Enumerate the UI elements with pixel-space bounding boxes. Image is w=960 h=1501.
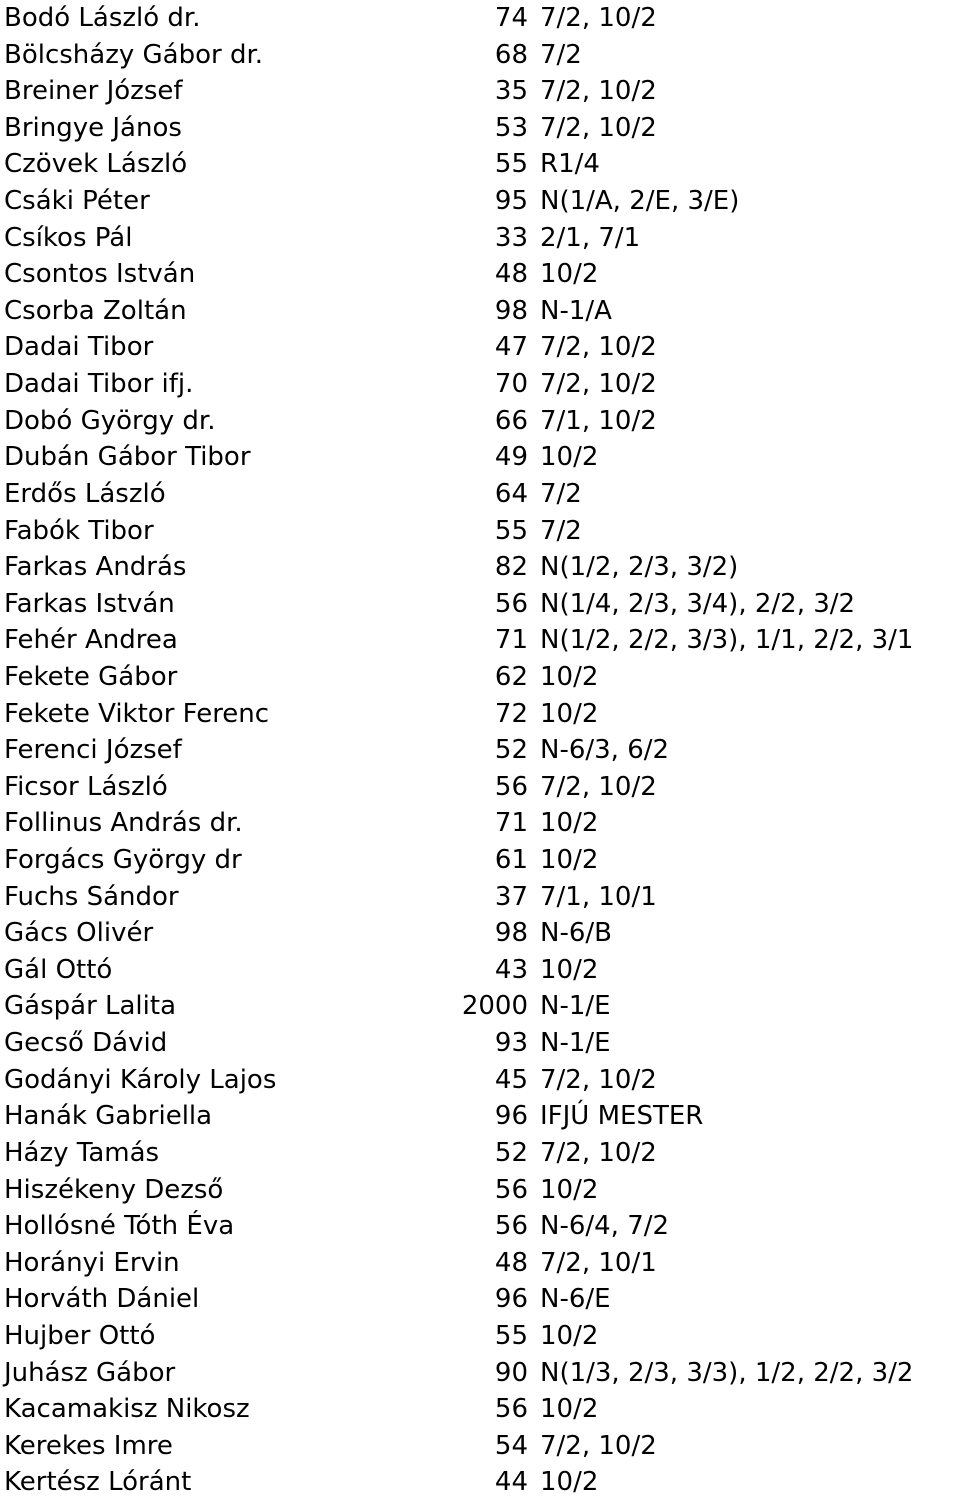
list-row <box>0 1245 960 1282</box>
list-row <box>0 1464 960 1501</box>
row-code: 7/1, 10/1 <box>540 881 657 912</box>
list-row <box>0 293 960 330</box>
row-name: Csíkos Pál <box>4 222 133 253</box>
row-name: Hujber Ottó <box>4 1320 156 1351</box>
list-row <box>0 1281 960 1318</box>
row-number: 82 <box>494 552 528 583</box>
list-row <box>0 732 960 769</box>
row-code: 7/2, 10/2 <box>540 1064 657 1095</box>
row-number: 96 <box>494 1101 528 1132</box>
row-code: 10/2 <box>540 1467 599 1498</box>
row-name: Horváth Dániel <box>4 1284 200 1315</box>
list-row <box>0 1135 960 1172</box>
list-row <box>0 183 960 220</box>
row-code: IFJÚ MESTER <box>540 1101 704 1132</box>
row-code: 10/2 <box>540 259 599 290</box>
row-number: 2000 <box>461 991 528 1022</box>
row-name: Ferenci József <box>4 735 182 766</box>
row-number: 48 <box>494 259 528 290</box>
row-number: 52 <box>494 1137 528 1168</box>
row-code: R1/4 <box>540 149 600 180</box>
row-number: 56 <box>494 588 528 619</box>
row-number: 55 <box>494 515 528 546</box>
row-number: 70 <box>494 369 528 400</box>
row-number: 93 <box>494 1028 528 1059</box>
row-number: 49 <box>494 442 528 473</box>
row-name: Dadai Tibor <box>4 332 154 363</box>
list-row <box>0 842 960 879</box>
row-code: 10/2 <box>540 442 599 473</box>
row-name: Bodó László dr. <box>4 3 201 33</box>
row-name: Dobó György dr. <box>4 405 216 436</box>
row-number: 61 <box>494 845 528 876</box>
row-number: 44 <box>494 1467 528 1498</box>
row-code: 10/2 <box>540 1394 599 1425</box>
row-code: N-1/E <box>540 1028 611 1059</box>
row-name: Gecső Dávid <box>4 1028 168 1059</box>
list-row <box>0 110 960 147</box>
row-number: 56 <box>494 1211 528 1242</box>
row-number: 55 <box>494 149 528 180</box>
list-row <box>0 915 960 952</box>
row-code: 7/2, 10/2 <box>540 1430 657 1461</box>
list-row <box>0 952 960 989</box>
row-number: 45 <box>494 1064 528 1095</box>
list-row <box>0 1062 960 1099</box>
row-code: N-6/B <box>540 918 612 949</box>
row-code: 7/2 <box>540 478 582 509</box>
list-row <box>0 622 960 659</box>
row-code: 7/2, 10/2 <box>540 3 657 33</box>
row-code: 7/2 <box>540 515 582 546</box>
row-number: 52 <box>494 735 528 766</box>
list-row <box>0 1172 960 1209</box>
row-name: Házy Tamás <box>4 1137 160 1168</box>
row-name: Bringye János <box>4 112 182 143</box>
list-row <box>0 329 960 366</box>
row-name: Forgács György dr <box>4 845 242 876</box>
row-name: Dadai Tibor ifj. <box>4 369 194 400</box>
row-number: 64 <box>494 478 528 509</box>
list-row <box>0 0 960 37</box>
row-number: 37 <box>494 881 528 912</box>
row-number: 66 <box>494 405 528 436</box>
row-code: N-1/E <box>540 991 611 1022</box>
row-code: 7/2 <box>540 39 582 70</box>
row-code: N-6/4, 7/2 <box>540 1211 670 1242</box>
row-name: Ficsor László <box>4 771 168 802</box>
row-code: 2/1, 7/1 <box>540 222 641 253</box>
row-number: 71 <box>494 808 528 839</box>
row-name: Hiszékeny Dezső <box>4 1174 224 1205</box>
list-row <box>0 1355 960 1392</box>
row-name: Kerekes Imre <box>4 1430 173 1461</box>
row-code: N(1/3, 2/3, 3/3), 1/2, 2/2, 3/2 <box>540 1357 914 1388</box>
row-name: Follinus András dr. <box>4 808 243 839</box>
row-code: 7/2, 10/1 <box>540 1247 657 1278</box>
list-row <box>0 256 960 293</box>
row-number: 98 <box>494 295 528 326</box>
list-row <box>0 549 960 586</box>
list-row <box>0 1428 960 1465</box>
row-number: 48 <box>494 1247 528 1278</box>
row-name: Csontos István <box>4 259 196 290</box>
row-code: 7/2, 10/2 <box>540 76 657 107</box>
list-row <box>0 220 960 257</box>
row-name: Kacamakisz Nikosz <box>4 1394 250 1425</box>
list-row <box>0 1098 960 1135</box>
row-code: 7/2, 10/2 <box>540 332 657 363</box>
list-row <box>0 1208 960 1245</box>
row-code: 10/2 <box>540 661 599 692</box>
row-code: 10/2 <box>540 845 599 876</box>
row-number: 56 <box>494 1394 528 1425</box>
list-row <box>0 586 960 623</box>
row-code: 10/2 <box>540 1174 599 1205</box>
list-row <box>0 1025 960 1062</box>
row-code: 7/1, 10/2 <box>540 405 657 436</box>
row-number: 35 <box>494 76 528 107</box>
row-code: 7/2, 10/2 <box>540 112 657 143</box>
list-row <box>0 769 960 806</box>
row-number: 33 <box>494 222 528 253</box>
list-row <box>0 403 960 440</box>
list-row <box>0 439 960 476</box>
row-code: 10/2 <box>540 1320 599 1351</box>
row-name: Fekete Gábor <box>4 661 178 692</box>
row-name: Fabók Tibor <box>4 515 154 546</box>
row-number: 55 <box>494 1320 528 1351</box>
row-name: Farkas András <box>4 552 187 583</box>
row-code: 7/2, 10/2 <box>540 771 657 802</box>
row-name: Juhász Gábor <box>4 1357 176 1388</box>
row-name: Csáki Péter <box>4 186 150 217</box>
row-number: 56 <box>494 1174 528 1205</box>
list-row <box>0 696 960 733</box>
row-code: 10/2 <box>540 808 599 839</box>
row-name: Csorba Zoltán <box>4 295 187 326</box>
row-number: 43 <box>494 954 528 985</box>
row-number: 98 <box>494 918 528 949</box>
row-name: Hanák Gabriella <box>4 1101 213 1132</box>
list-row <box>0 879 960 916</box>
row-name: Bölcsházy Gábor dr. <box>4 39 264 70</box>
list-row <box>0 659 960 696</box>
row-name: Fuchs Sándor <box>4 881 179 912</box>
row-name: Czövek László <box>4 149 188 180</box>
row-number: 96 <box>494 1284 528 1315</box>
row-number: 47 <box>494 332 528 363</box>
list-row <box>0 146 960 183</box>
row-code: N-6/3, 6/2 <box>540 735 670 766</box>
row-number: 74 <box>494 3 528 33</box>
row-number: 56 <box>494 771 528 802</box>
row-name: Dubán Gábor Tibor <box>4 442 251 473</box>
row-code: N-6/E <box>540 1284 611 1315</box>
row-name: Gács Olivér <box>4 918 154 949</box>
row-code: 10/2 <box>540 954 599 985</box>
list-row <box>0 513 960 550</box>
row-name: Erdős László <box>4 478 166 509</box>
row-number: 68 <box>494 39 528 70</box>
row-code: N(1/A, 2/E, 3/E) <box>540 186 740 217</box>
row-number: 53 <box>494 112 528 143</box>
list-row <box>0 805 960 842</box>
row-number: 72 <box>494 698 528 729</box>
row-number: 54 <box>494 1430 528 1461</box>
row-name: Fehér Andrea <box>4 625 178 656</box>
row-name: Breiner József <box>4 76 183 107</box>
row-code: N(1/4, 2/3, 3/4), 2/2, 3/2 <box>540 588 856 619</box>
row-code: N-1/A <box>540 295 612 326</box>
row-name: Gál Ottó <box>4 954 113 985</box>
row-name: Horányi Ervin <box>4 1247 180 1278</box>
list-row <box>0 37 960 74</box>
row-name: Hollósné Tóth Éva <box>4 1211 235 1242</box>
list-row <box>0 366 960 403</box>
row-code: 7/2, 10/2 <box>540 369 657 400</box>
list-row <box>0 988 960 1025</box>
list-row <box>0 1318 960 1355</box>
row-name: Fekete Viktor Ferenc <box>4 698 270 729</box>
row-name: Godányi Károly Lajos <box>4 1064 277 1095</box>
row-number: 71 <box>494 625 528 656</box>
row-name: Gáspár Lalita <box>4 991 177 1022</box>
list-row <box>0 1391 960 1428</box>
list-row <box>0 476 960 513</box>
row-number: 62 <box>494 661 528 692</box>
row-code: 7/2, 10/2 <box>540 1137 657 1168</box>
row-name: Farkas István <box>4 588 175 619</box>
row-code: 10/2 <box>540 698 599 729</box>
list-row <box>0 73 960 110</box>
row-code: N(1/2, 2/2, 3/3), 1/1, 2/2, 3/1 <box>540 625 914 656</box>
row-number: 90 <box>494 1357 528 1388</box>
row-name: Kertész Lóránt <box>4 1467 192 1498</box>
row-number: 95 <box>494 186 528 217</box>
row-code: N(1/2, 2/3, 3/2) <box>540 552 739 583</box>
